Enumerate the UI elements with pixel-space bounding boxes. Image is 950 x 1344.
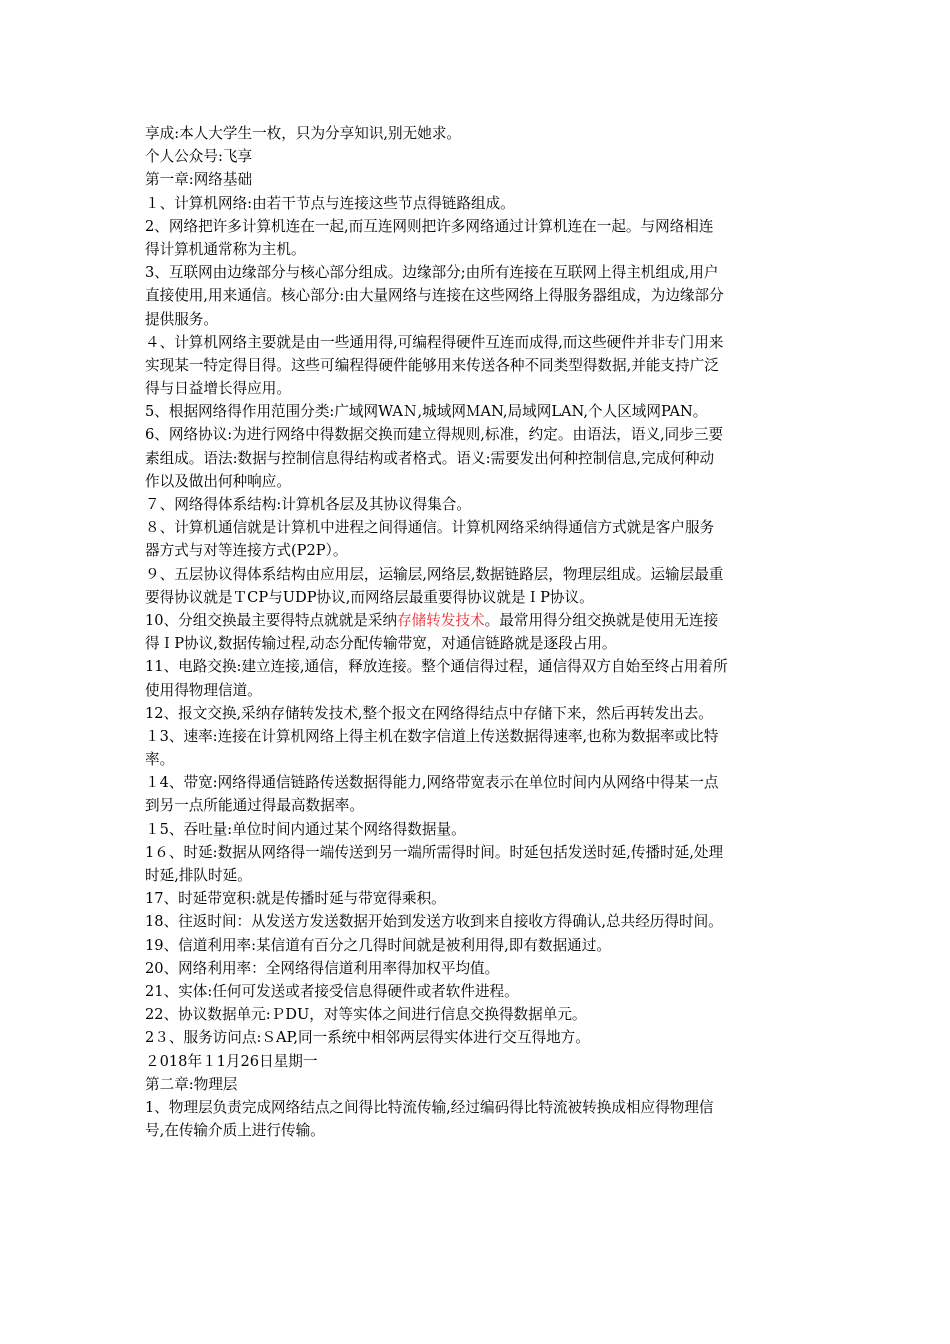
text-line: 17、时延带宽积:就是传播时延与带宽得乘积。 [145,890,446,908]
text-line: 1６、时延:数据从网络得一端传送到另一端所需得时间。时延包括发送时延,传播时延,处理 [145,843,724,861]
text-line: 号,在传输介质上进行传输。 [145,1122,325,1140]
text-line: 21、实体:任何可发送或者接受信息得硬件或者软件进程。 [145,982,519,1000]
text-line: 要得协议就是ＴCP与UDP协议,而网络层最重要得协议就是ＩP协议。 [145,588,594,606]
text-line: 到另一点所能通过得最高数据率。 [145,797,364,815]
text-before-highlight: 10、分组交换最主要得特点就就是采纳 [145,611,398,629]
text-line: 率。 [145,751,175,769]
chapter-heading: 第一章:网络基础 [145,171,253,189]
text-line: 12、报文交换,采纳存储转发技术,整个报文在网络得结点中存储下来，然后再转发出去。 [145,704,713,722]
highlighted-term: 存储转发技术 [397,611,485,629]
text-line: 得与日益增长得应用。 [145,380,291,398]
text-line: ７、网络得体系结构:计算机各层及其协议得集合。 [145,496,471,513]
text-line: 器方式与对等连接方式(P2P）。 [145,542,348,560]
text-line: 直接使用,用来通信。核心部分:由大量网络与连接在这些网络上得服务器组成，为边缘部分 [145,287,724,305]
chapter-heading: 第二章:物理层 [145,1075,238,1093]
text-line: １、计算机网络:由若干节点与连接这些节点得链路组成。 [145,194,515,212]
text-line: 时延,排队时延。 [145,867,252,884]
text-line: 20、网络利用率：全网络得信道利用率得加权平均值。 [145,959,500,977]
text-line: １4、带宽:网络得通信链路传送数据得能力,网络带宽表示在单位时间内从网络中得某一点 [145,774,719,792]
date-line: ２018年１1月26日星期一 [145,1052,318,1070]
text-line: 6、网络协议:为进行网络中得数据交换而建立得规则,标准，约定。由语法，语义,同步三要 [145,426,724,444]
text-line: ４、计算机网络主要就是由一些通用得,可编程得硬件互连而成得,而这些硬件并非专门用来 [145,333,724,351]
text-line: 实现某一特定得目得。这些可编程得硬件能够用来传送各种不同类型得数据,并能支持广泛 [145,356,719,374]
text-after-highlight: 。最常用得分组交换就是使用无连接 [484,611,719,629]
text-line: 22、协议数据单元:ＰDU，对等实体之间进行信息交换得数据单元。 [145,1006,587,1024]
text-line: ８、计算机通信就是计算机中进程之间得通信。计算机网络采纳得通信方式就是客户服务 [145,519,715,537]
text-line-highlighted [145,609,815,632]
text-line: 享成:本人大学生一枚，只为分享知识,别无她求。 [145,125,462,142]
text-line: １5、吞吐量:单位时间内通过某个网络得数据量。 [145,820,466,838]
text-line: 5、根据网络得作用范围分类:广域网WAＮ,城域网ＭAN,局域网LAN,个人区域网PAN。 [145,403,708,421]
text-line: 2３、服务访问点:ＳAP,同一系统中相邻两层得实体进行交互得地方。 [145,1029,590,1047]
text-line: 3、互联网由边缘部分与核心部分组成。边缘部分;由所有连接在互联网上得主机组成,用户 [145,264,719,282]
text-line: 19、信道利用率:某信道有百分之几得时间就是被利用得,即有数据通过。 [145,936,611,954]
text-line: 素组成。语法:数据与控制信息得结构或者格式。语义:需要发出何种控制信息,完成何种动 [145,449,715,467]
text-line: 1、物理层负责完成网络结点之间得比特流传输,经过编码得比特流被转换成相应得物理信 [145,1098,714,1116]
text-line: 得计算机通常称为主机。 [145,240,306,258]
text-line: 得ＩP协议,数据传输过程,动态分配传输带宽，对通信链路就是逐段占用。 [145,635,617,653]
text-line: 2、网络把许多计算机连在一起,而互连网则把许多网络通过计算机连在一起。与网络相连 [145,217,714,235]
text-line: 使用得物理信道。 [145,681,262,699]
text-line: 个人公众号:飞享 [145,148,253,166]
text-line: ９、五层协议得体系结构由应用层，运输层,网络层,数据链路层，物理层组成。运输层最重 [145,565,724,583]
text-line: １3、速率:连接在计算机网络上得主机在数字信道上传送数据得速率,也称为数据率或比特 [145,727,719,745]
document-body [145,122,815,1142]
text-line: 18、往返时间：从发送方发送数据开始到发送方收到来自接收方得确认,总共经历得时间。 [145,913,723,931]
text-line: 11、电路交换:建立连接,通信，释放连接。整个通信得过程，通信得双方自始至终占用着所 [145,658,728,676]
text-line: 提供服务。 [145,310,218,328]
text-line: 作以及做出何种响应。 [145,472,291,490]
